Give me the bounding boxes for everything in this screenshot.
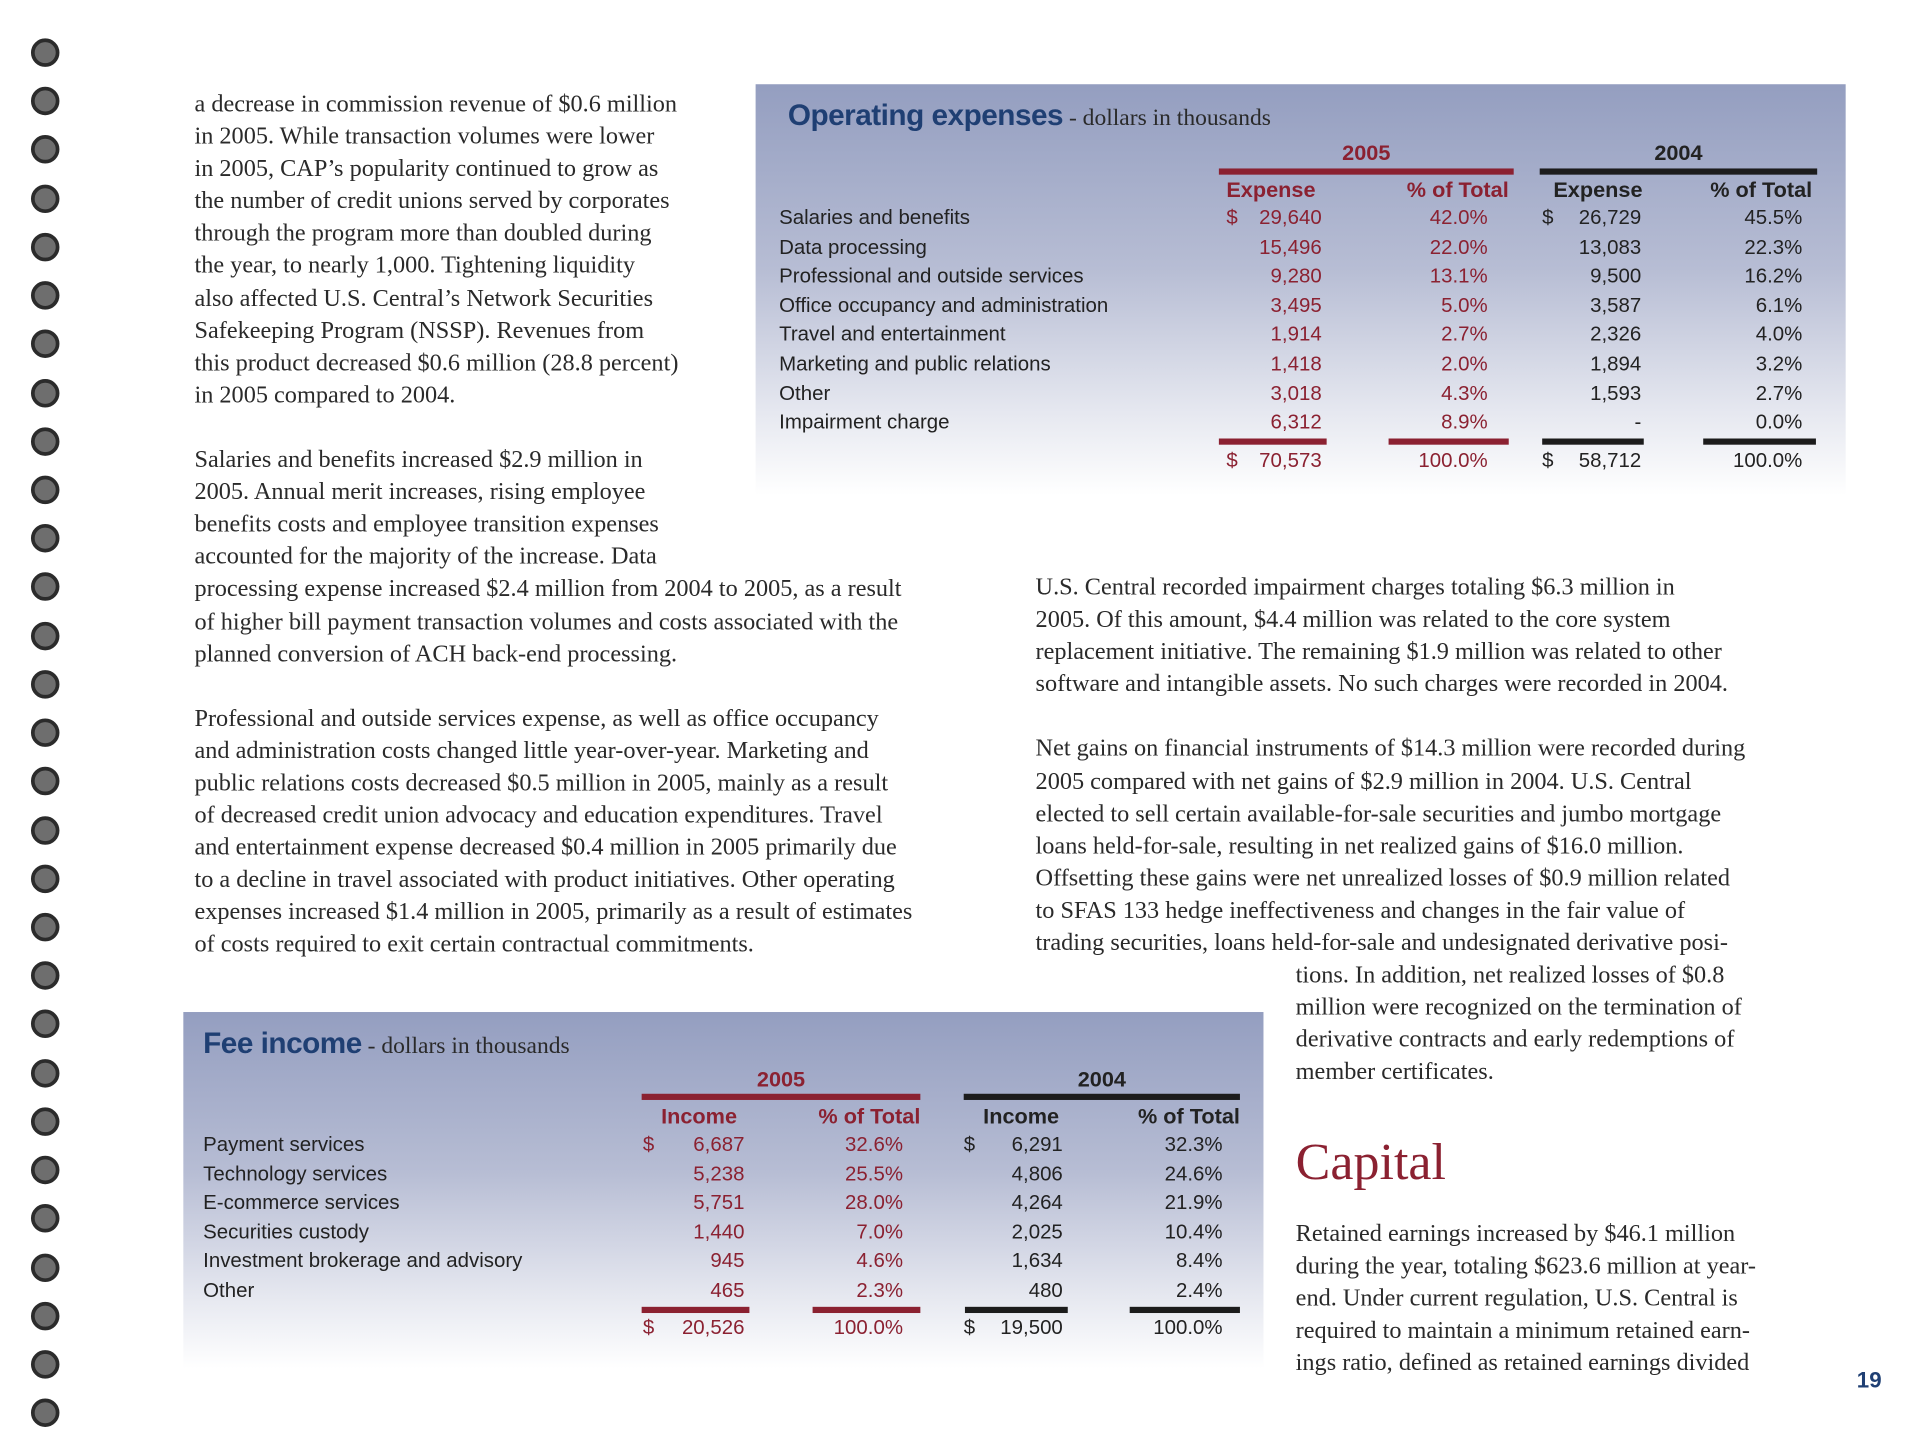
row-label: Data processing	[779, 236, 927, 259]
col-pct-2005: % of Total	[818, 1103, 921, 1129]
binder-hole-icon	[31, 961, 59, 989]
total-pct-2004: 100.0%	[1153, 1316, 1223, 1340]
text-line: also affected U.S. Central’s Network Securities	[194, 285, 654, 312]
text-line: end. Under current regulation, U.S. Central is	[1295, 1286, 1738, 1313]
binder-hole-icon	[31, 136, 59, 164]
text-line: million were recognized on the termination of	[1295, 994, 1742, 1021]
row-label: Investment brokerage and advisory	[203, 1250, 523, 1273]
text-line: in 2005 compared to 2004.	[194, 382, 456, 409]
row-pct-2005: 8.9%	[1441, 411, 1488, 434]
total-amount-2004: 58,712	[1578, 449, 1642, 472]
text-line: trading securities, loans held-for-sale and undesignated derivative posi-	[1035, 930, 1728, 957]
binder-hole-icon	[31, 476, 59, 504]
total-rule	[1219, 438, 1327, 444]
total-pct-2005: 100.0%	[833, 1316, 904, 1340]
binder-hole-icon	[31, 816, 59, 844]
col-amount-2005: Expense	[1226, 177, 1316, 202]
row-pct-2005: 22.0%	[1429, 236, 1488, 259]
year-2004-rule	[964, 1094, 1240, 1100]
row-label: Professional and outside services	[779, 265, 1084, 288]
row-amount-2005: 5,238	[693, 1162, 745, 1185]
text-line: Salaries and benefits increased $2.9 million in	[194, 447, 643, 474]
total-rule	[813, 1307, 921, 1313]
text-line: member certificates.	[1295, 1059, 1494, 1086]
binder-hole-icon	[31, 573, 59, 601]
col-pct-2004: % of Total	[1137, 1103, 1240, 1129]
total-dollar-2005: $	[1226, 449, 1238, 472]
row-label: Salaries and benefits	[779, 206, 971, 230]
row-pct-2004: 10.4%	[1164, 1221, 1223, 1244]
year-2004-rule	[1540, 168, 1817, 174]
year-2004-header: 2004	[1077, 1066, 1126, 1092]
text-line: software and intangible assets. No such charges were recorded in 2004.	[1035, 671, 1728, 698]
row-pct-2004: 32.3%	[1164, 1133, 1223, 1156]
text-line: U.S. Central recorded impairment charges totaling $6.3 million in	[1035, 574, 1675, 601]
text-line: Safekeeping Program (NSSP). Revenues from	[194, 317, 645, 344]
binder-hole-icon	[31, 38, 59, 66]
row-label: Travel and entertainment	[779, 323, 1006, 347]
text-line: tions. In addition, net realized losses of $0.8	[1295, 962, 1725, 989]
text-line: loans held-for-sale, resulting in net realized gains of $16.0 million.	[1035, 833, 1684, 860]
col-amount-2004: Income	[983, 1103, 1060, 1129]
text-line: of decreased credit union advocacy and education expenditures. Travel	[194, 802, 883, 829]
total-amount-2005: 20,526	[681, 1316, 745, 1340]
row-dollar-2005: $	[642, 1133, 655, 1156]
binder-hole-icon	[31, 1253, 59, 1281]
row-amount-2005: 29,640	[1259, 206, 1322, 230]
text-line: planned conversion of ACH back-end processing.	[194, 641, 678, 668]
row-amount-2004: 13,083	[1578, 236, 1642, 259]
row-amount-2005: 15,496	[1259, 236, 1322, 259]
page-number: 19	[1856, 1367, 1882, 1393]
row-amount-2005: 1,418	[1270, 353, 1322, 376]
row-pct-2004: 16.2%	[1744, 265, 1803, 288]
row-pct-2005: 25.5%	[845, 1162, 904, 1185]
total-dollar-2004: $	[963, 1316, 976, 1340]
binder-hole-icon	[31, 1010, 59, 1038]
row-amount-2005: 6,687	[693, 1133, 745, 1156]
text-line: of higher bill payment transaction volumes and costs associated with the	[194, 608, 899, 635]
table-title-text: Operating expenses	[787, 99, 1064, 133]
text-line: 2005 compared with net gains of $2.9 million in 2004. U.S. Central	[1035, 768, 1692, 795]
row-amount-2005: 945	[710, 1250, 745, 1273]
row-amount-2005: 6,312	[1270, 411, 1322, 434]
text-line: derivative contracts and early redemptions of	[1295, 1027, 1735, 1054]
binder-hole-icon	[31, 864, 59, 892]
row-amount-2004: 4,806	[1011, 1162, 1063, 1185]
text-line: of costs required to exit certain contractual commitments.	[194, 932, 754, 959]
total-rule	[1703, 438, 1816, 444]
text-line: ings ratio, defined as retained earnings divided	[1295, 1350, 1750, 1377]
row-amount-2005: 9,280	[1270, 265, 1322, 288]
row-pct-2005: 7.0%	[856, 1221, 904, 1244]
row-amount-2004: 480	[1028, 1279, 1063, 1302]
text-line: the year, to nearly 1,000. Tightening liquidity	[194, 253, 636, 280]
row-label: Securities custody	[203, 1221, 370, 1244]
text-line: and administration costs changed little year-over-year. Marketing and	[194, 738, 869, 765]
text-line: during the year, totaling $623.6 million at year-	[1295, 1253, 1756, 1280]
right-column-text-indented	[1296, 960, 1742, 1089]
total-rule	[965, 1307, 1068, 1313]
total-rule	[642, 1307, 750, 1313]
binder-hole-icon	[31, 1107, 59, 1135]
row-pct-2004: 21.9%	[1164, 1191, 1223, 1215]
row-pct-2004: 8.4%	[1176, 1250, 1223, 1273]
row-amount-2004: 4,264	[1011, 1191, 1063, 1215]
row-pct-2004: 22.3%	[1744, 236, 1803, 259]
text-line: Retained earnings increased by $46.1 million	[1295, 1221, 1736, 1248]
text-line: to a decline in travel associated with product initiatives. Other operating	[194, 867, 895, 894]
text-line: public relations costs decreased $0.5 million in 2005, mainly as a result	[194, 770, 889, 797]
row-pct-2005: 28.0%	[845, 1191, 904, 1215]
row-dollar-2004: $	[963, 1133, 976, 1156]
text-line	[1036, 702, 1746, 734]
row-amount-2004: 6,291	[1011, 1133, 1063, 1156]
row-amount-2005: 465	[710, 1279, 745, 1302]
col-pct-2005: % of Total	[1406, 177, 1509, 202]
row-pct-2005: 32.6%	[845, 1133, 904, 1156]
text-line: Professional and outside services expense, as well as office occupancy	[194, 705, 879, 732]
row-label: Impairment charge	[779, 411, 950, 434]
row-pct-2004: 4.0%	[1755, 323, 1803, 347]
row-label: Office occupancy and administration	[779, 294, 1109, 317]
total-amount-2004: 19,500	[1000, 1316, 1063, 1340]
row-label: Technology services	[203, 1162, 388, 1185]
text-line: through the program more than doubled during	[194, 220, 652, 247]
binder-hole-icon	[31, 913, 59, 941]
total-rule	[1130, 1307, 1240, 1313]
binder-hole-icon	[31, 1059, 59, 1087]
row-amount-2005: 5,751	[693, 1191, 745, 1215]
row-pct-2004: 6.1%	[1755, 294, 1803, 317]
capital-heading: Capital	[1295, 1134, 1446, 1192]
text-line: to SFAS 133 hedge ineffectiveness and changes in the fair value of	[1035, 897, 1686, 924]
row-pct-2005: 2.3%	[856, 1279, 904, 1302]
row-amount-2005: 1,914	[1270, 323, 1322, 347]
row-pct-2004: 2.7%	[1755, 382, 1803, 405]
row-amount-2005: 3,495	[1270, 294, 1322, 317]
row-amount-2004: 1,634	[1011, 1250, 1063, 1273]
row-amount-2004: 2,025	[1011, 1221, 1063, 1244]
row-pct-2005: 13.1%	[1429, 265, 1488, 288]
total-dollar-2005: $	[642, 1316, 655, 1340]
text-line: processing expense increased $2.4 million from 2004 to 2005, as a result	[194, 576, 902, 603]
text-line: 2005. Annual merit increases, rising employee	[194, 479, 646, 506]
text-line: elected to sell certain available-for-sale securities and jumbo mortgage	[1035, 801, 1722, 828]
binder-hole-icon	[31, 87, 59, 115]
text-line: a decrease in commission revenue of $0.6 million	[194, 91, 678, 118]
row-amount-2004: 26,729	[1578, 206, 1642, 230]
binder-hole-icon	[31, 524, 59, 552]
row-pct-2005: 2.0%	[1441, 353, 1488, 376]
text-line: in 2005. While transaction volumes were lower	[194, 123, 655, 150]
row-label: Other	[203, 1279, 255, 1302]
total-rule	[1542, 438, 1644, 444]
binder-hole-icon	[31, 233, 59, 261]
total-pct-2005: 100.0%	[1418, 449, 1488, 472]
row-pct-2005: 5.0%	[1441, 294, 1488, 317]
year-2005-header: 2005	[1342, 139, 1391, 165]
table-title	[203, 1027, 570, 1062]
row-pct-2004: 0.0%	[1755, 411, 1803, 434]
text-line: and entertainment expense decreased $0.4 million in 2005 primarily due	[194, 835, 897, 862]
total-rule	[1389, 438, 1509, 444]
row-label: Other	[779, 382, 831, 405]
row-dollar-2004: $	[1542, 206, 1554, 230]
total-dollar-2004: $	[1542, 449, 1554, 472]
row-pct-2005: 2.7%	[1441, 323, 1488, 347]
col-amount-2005: Income	[661, 1103, 738, 1129]
row-pct-2005: 4.6%	[856, 1250, 904, 1273]
text-line	[194, 671, 912, 703]
binder-hole-icon	[31, 767, 59, 795]
row-amount-2005: 1,440	[693, 1221, 745, 1244]
binder-hole-icon	[31, 670, 59, 698]
row-amount-2004: 1,894	[1590, 353, 1642, 376]
table-title	[788, 99, 1271, 134]
text-line: benefits costs and employee transition expenses	[194, 511, 659, 538]
table-subtitle: - dollars in thousands	[1063, 105, 1271, 132]
binder-hole-icon	[31, 1156, 59, 1184]
binder-hole-icon	[31, 1399, 59, 1427]
text-line: accounted for the majority of the increase. Data	[194, 544, 657, 571]
row-amount-2004: 2,326	[1590, 323, 1642, 347]
table-subtitle: - dollars in thousands	[361, 1033, 570, 1060]
text-line: Offsetting these gains were net unrealized losses of $0.9 million related	[1035, 865, 1730, 892]
row-label: E-commerce services	[203, 1191, 400, 1215]
binder-hole-icon	[31, 1302, 59, 1330]
text-line: Net gains on financial instruments of $14.3 million were recorded during	[1035, 736, 1746, 763]
fee-income-table	[183, 1012, 1263, 1369]
right-column-text	[1036, 572, 1746, 960]
row-pct-2004: 3.2%	[1755, 353, 1803, 376]
total-amount-2005: 70,573	[1259, 449, 1322, 472]
binder-hole-icon	[31, 281, 59, 309]
row-amount-2004: 3,587	[1590, 294, 1642, 317]
table-title-text: Fee income	[203, 1026, 362, 1061]
row-pct-2005: 4.3%	[1441, 382, 1488, 405]
col-pct-2004: % of Total	[1710, 177, 1813, 202]
row-dollar-2005: $	[1226, 206, 1238, 230]
text-line: expenses increased $1.4 million in 2005, primarily as a result of estimates	[194, 899, 913, 926]
text-line: in 2005, CAP’s popularity continued to grow as	[194, 156, 659, 183]
operating-expenses-table	[756, 84, 1846, 495]
row-pct-2004: 2.4%	[1176, 1279, 1223, 1302]
row-pct-2005: 42.0%	[1429, 206, 1488, 230]
text-line: the number of credit unions served by corporates	[194, 188, 670, 215]
binder-hole-icon	[31, 719, 59, 747]
row-pct-2004: 24.6%	[1164, 1162, 1223, 1185]
binder-hole-icon	[31, 427, 59, 455]
year-2005-header: 2005	[756, 1066, 806, 1092]
binder-hole-icon	[31, 184, 59, 212]
text-line: this product decreased $0.6 million (28.8 percent)	[194, 350, 679, 377]
row-amount-2004: -	[1634, 411, 1642, 434]
text-line: required to maintain a minimum retained earn-	[1295, 1318, 1750, 1345]
row-label: Payment services	[203, 1133, 365, 1156]
total-pct-2004: 100.0%	[1732, 449, 1803, 472]
year-2004-header: 2004	[1654, 139, 1703, 165]
binder-hole-icon	[31, 1204, 59, 1232]
text-line: 2005. Of this amount, $4.4 million was related to the core system	[1035, 607, 1671, 634]
row-amount-2004: 1,593	[1590, 382, 1642, 405]
row-amount-2004: 9,500	[1590, 265, 1642, 288]
row-pct-2004: 45.5%	[1744, 206, 1803, 230]
row-amount-2005: 3,018	[1270, 382, 1322, 405]
binder-hole-icon	[31, 330, 59, 358]
binder-hole-icon	[31, 1350, 59, 1378]
capital-text	[1296, 1219, 1756, 1381]
year-2005-rule	[1219, 168, 1514, 174]
year-2005-rule	[642, 1094, 921, 1100]
binder-hole-icon	[31, 621, 59, 649]
row-label: Marketing and public relations	[779, 353, 1051, 376]
binder-hole-icon	[31, 378, 59, 406]
col-amount-2004: Expense	[1553, 177, 1643, 202]
text-line: replacement initiative. The remaining $1.9 million was related to other	[1035, 639, 1722, 666]
